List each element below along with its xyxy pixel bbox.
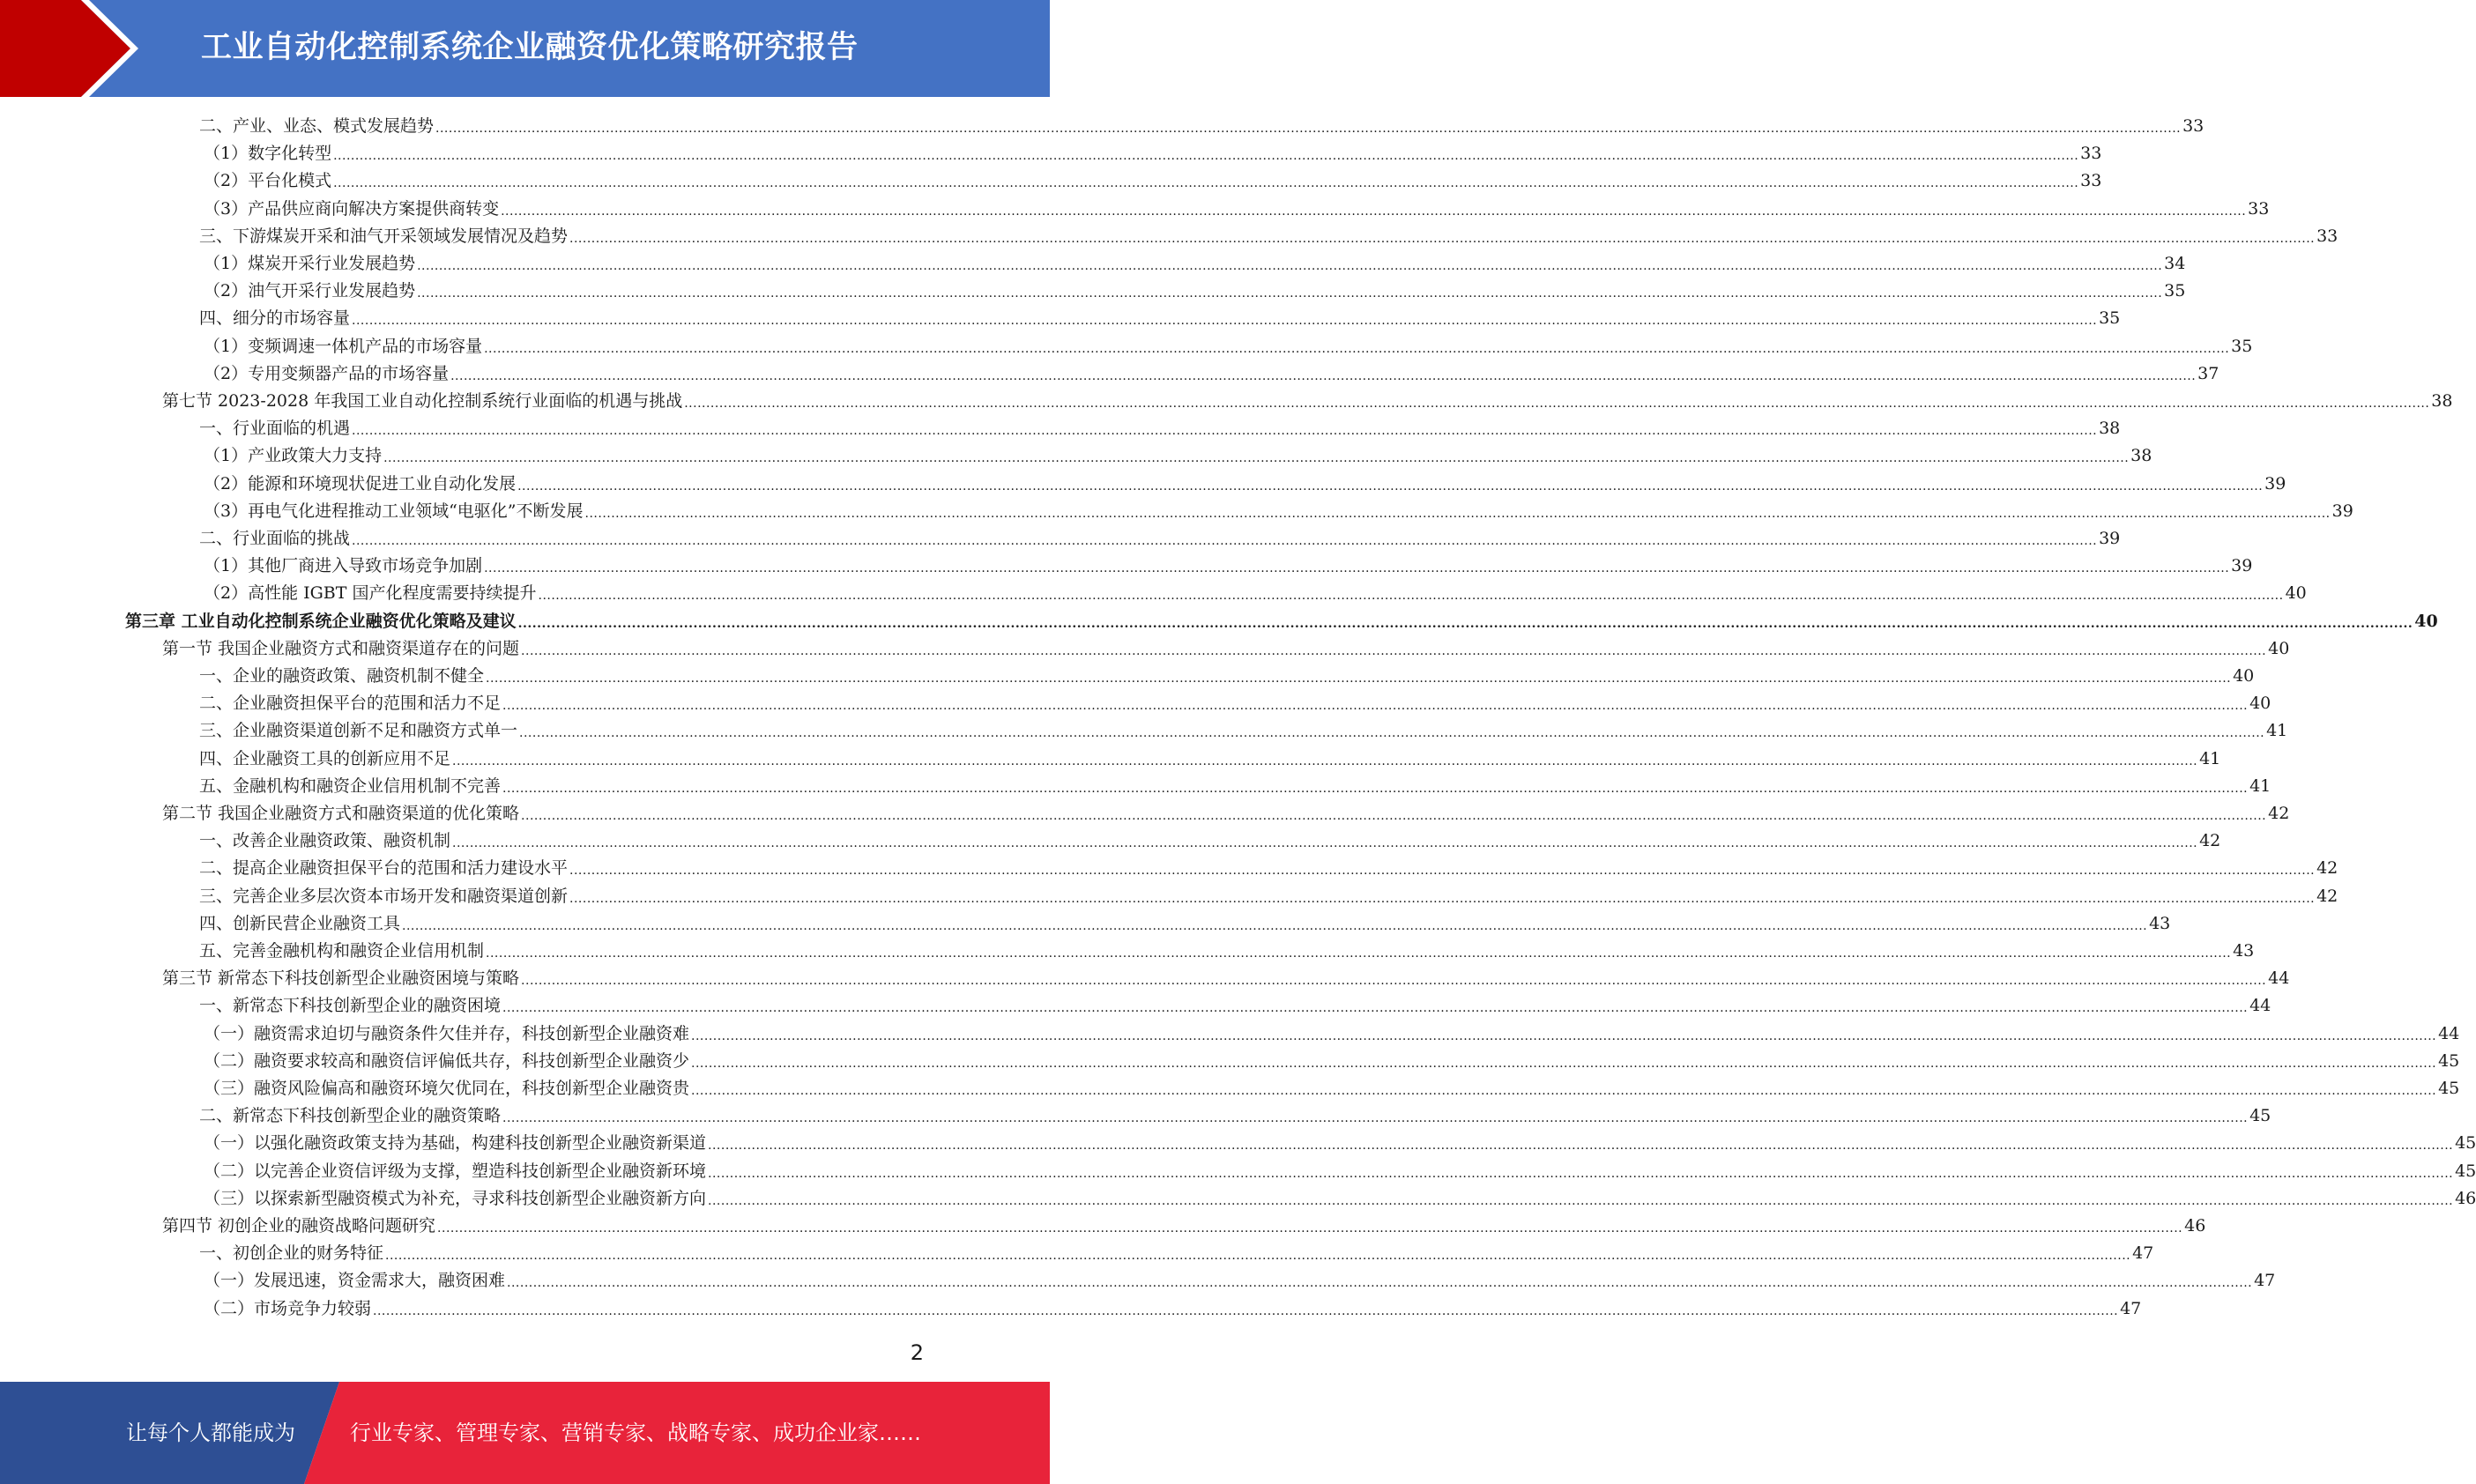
toc-dot-leader: ................................................................................................................................................................................................................................................................................................................................................................................................................	[417, 286, 2163, 301]
toc-dot-leader: ................................................................................................................................................................................................................................................................................................................................................................................................................	[450, 368, 2197, 383]
toc-entry[interactable]	[199, 113, 2205, 140]
toc-entry-title: 一、初创企业的财务特征	[199, 1243, 384, 1264]
toc-entry-title: （2）油气开采行业发展趋势	[204, 281, 416, 301]
toc-dot-leader: ................................................................................................................................................................................................................................................................................................................................................................................................................	[502, 1001, 2249, 1016]
toc-entry-title: （2）能源和环境现状促进工业自动化发展	[204, 473, 517, 493]
toc-entry-title: 二、提高企业融资担保平台的范围和活力建设水平	[199, 858, 569, 879]
footer-slogan-left: 让每个人都能成为	[126, 1421, 295, 1445]
toc-dot-leader: ................................................................................................................................................................................................................................................................................................................................................................................................................	[691, 1084, 2437, 1098]
toc-entry-page: 41	[2266, 721, 2288, 741]
toc-entry-title: 一、新常态下科技创新型企业的融资困境	[199, 996, 502, 1016]
toc-entry[interactable]	[125, 608, 2438, 635]
toc-entry-title: 三、完善企业多层次资本市场开发和融资渠道创新	[199, 886, 569, 906]
toc-dot-leader: ................................................................................................................................................................................................................................................................................................................................................................................................................	[402, 918, 2148, 933]
header-title: 工业自动化控制系统企业融资优化策略研究报告	[201, 30, 859, 65]
toc-entry[interactable]	[204, 498, 2353, 525]
page-footer	[0, 1382, 1050, 1484]
toc-entry-title: （三）以探索新型融资模式为补充，寻求科技创新型企业融资新方向	[204, 1188, 707, 1208]
toc-entry-title: 一、改善企业融资政策、融资机制	[199, 831, 451, 851]
toc-entry-page: 41	[2199, 748, 2221, 768]
toc-entry-title: 一、企业的融资政策、融资机制不健全	[199, 666, 485, 686]
toc-entry[interactable]	[204, 1048, 2460, 1075]
toc-entry-title: （1）煤炭开采行业发展趋势	[204, 254, 416, 273]
toc-entry-page: 34	[2164, 254, 2186, 273]
toc-entry-page: 33	[2316, 226, 2338, 246]
toc-entry-page: 45	[2438, 1050, 2460, 1071]
toc-entry-title: 二、产业、业态、模式发展趋势	[199, 116, 435, 136]
toc-entry-page: 45	[2455, 1133, 2476, 1154]
toc-entry-page: 33	[2182, 116, 2205, 136]
page-number: 2	[910, 1340, 924, 1365]
toc-dot-leader: ................................................................................................................................................................................................................................................................................................................................................................................................................	[517, 616, 2413, 631]
toc-entry[interactable]	[162, 1213, 2206, 1240]
toc-entry[interactable]	[204, 1295, 2142, 1323]
toc-entry-title: （一）融资需求迫切与融资条件欠佳并存，科技创新型企业融资难	[204, 1023, 690, 1043]
toc-entry[interactable]	[204, 196, 2270, 223]
toc-dot-leader: ................................................................................................................................................................................................................................................................................................................................................................................................................	[569, 891, 2316, 906]
toc-entry-page: 45	[2455, 1161, 2476, 1181]
toc-entry-title: 第一节 我国企业融资方式和融资渠道存在的问题	[162, 638, 520, 658]
toc-entry-title: （2）高性能 IGBT 国产化程度需要持续提升	[204, 583, 537, 604]
toc-dot-leader: ................................................................................................................................................................................................................................................................................................................................................................................................................	[708, 1193, 2454, 1208]
toc-entry-title: 四、企业融资工具的创新应用不足	[199, 748, 451, 768]
toc-entry-page: 46	[2184, 1216, 2206, 1235]
toc-entry-page: 40	[2414, 611, 2438, 631]
toc-entry-page: 46	[2455, 1188, 2476, 1208]
toc-entry[interactable]	[199, 415, 2121, 442]
toc-entry-page: 47	[2120, 1298, 2142, 1318]
toc-entry-title: （2）专用变频器产品的市场容量	[204, 363, 450, 383]
toc-entry-title: （二）市场竞争力较弱	[204, 1298, 372, 1318]
toc-entry-page: 45	[2249, 1106, 2272, 1126]
toc-entry-title: 四、细分的市场容量	[199, 308, 351, 329]
toc-entry[interactable]	[162, 965, 2290, 992]
toc-dot-leader: ................................................................................................................................................................................................................................................................................................................................................................................................................	[333, 176, 2079, 191]
toc-entry-page: 44	[2249, 996, 2272, 1016]
toc-entry-title: （3）产品供应商向解决方案提供商转变	[204, 198, 500, 219]
toc-dot-leader: ................................................................................................................................................................................................................................................................................................................................................................................................................	[538, 589, 2284, 604]
toc-entry-title: 二、新常态下科技创新型企业的融资策略	[199, 1106, 502, 1126]
toc-entry[interactable]	[204, 580, 2307, 607]
toc-dot-leader: ................................................................................................................................................................................................................................................................................................................................................................................................................	[452, 753, 2198, 768]
toc-entry[interactable]	[199, 690, 2272, 717]
toc-entry[interactable]	[199, 223, 2338, 250]
toc-entry[interactable]	[204, 360, 2219, 388]
toc-entry-page: 38	[2130, 446, 2153, 466]
toc-dot-leader: ................................................................................................................................................................................................................................................................................................................................................................................................................	[684, 397, 2430, 411]
toc-entry[interactable]	[204, 471, 2286, 498]
toc-entry-title: 第二节 我国企业融资方式和融资渠道的优化策略	[162, 804, 520, 823]
toc-dot-leader: ................................................................................................................................................................................................................................................................................................................................................................................................................	[691, 1056, 2437, 1071]
toc-entry-page: 38	[2099, 419, 2121, 439]
toc-dot-leader: ................................................................................................................................................................................................................................................................................................................................................................................................................	[569, 864, 2316, 879]
toc-entry-page: 40	[2249, 694, 2272, 714]
toc-entry[interactable]	[199, 938, 2255, 965]
toc-entry-page: 42	[2316, 886, 2338, 906]
toc-entry-title: 第四节 初创企业的融资战略问题研究	[162, 1216, 436, 1235]
toc-dot-leader: ................................................................................................................................................................................................................................................................................................................................................................................................................	[333, 149, 2079, 164]
toc-entry[interactable]	[204, 1158, 2476, 1185]
toc-dot-leader: ................................................................................................................................................................................................................................................................................................................................................................................................................	[502, 781, 2249, 796]
toc-entry-title: 二、企业融资担保平台的范围和活力不足	[199, 694, 502, 714]
toc-entry[interactable]	[204, 333, 2253, 360]
toc-entry[interactable]	[199, 992, 2272, 1020]
toc-dot-leader: ................................................................................................................................................................................................................................................................................................................................................................................................................	[437, 1221, 2183, 1235]
toc-entry-page: 43	[2233, 941, 2255, 961]
toc-entry-page: 43	[2149, 913, 2171, 933]
toc-dot-leader: ................................................................................................................................................................................................................................................................................................................................................................................................................	[507, 1276, 2253, 1291]
toc-dot-leader: ................................................................................................................................................................................................................................................................................................................................................................................................................	[519, 726, 2265, 741]
toc-entry-page: 35	[2099, 308, 2121, 329]
toc-entry-page: 33	[2080, 171, 2102, 191]
toc-entry[interactable]	[199, 1240, 2154, 1267]
toc-dot-leader: ................................................................................................................................................................................................................................................................................................................................................................................................................	[521, 974, 2267, 989]
toc-entry-page: 44	[2438, 1023, 2460, 1043]
toc-entry-page: 33	[2080, 144, 2102, 164]
toc-entry-page: 39	[2099, 529, 2121, 548]
toc-entry[interactable]	[204, 278, 2186, 305]
toc-dot-leader: ................................................................................................................................................................................................................................................................................................................................................................................................................	[484, 341, 2230, 356]
toc-entry-title: （2）平台化模式	[204, 171, 332, 191]
toc-entry[interactable]	[199, 746, 2221, 773]
toc-entry-title: （1）产业政策大力支持	[204, 446, 383, 466]
toc-dot-leader: ................................................................................................................................................................................................................................................................................................................................................................................................................	[385, 1249, 2131, 1264]
toc-entry-title: 二、行业面临的挑战	[199, 529, 351, 548]
toc-entry[interactable]	[204, 1075, 2460, 1102]
toc-dot-leader: ................................................................................................................................................................................................................................................................................................................................................................................................................	[435, 122, 2182, 136]
toc-entry[interactable]	[199, 1102, 2272, 1130]
toc-dot-leader: ................................................................................................................................................................................................................................................................................................................................................................................................................	[502, 1111, 2249, 1126]
toc-entry-page: 42	[2316, 858, 2338, 879]
toc-entry[interactable]	[204, 140, 2102, 167]
toc-entry-title: （一）发展迅速，资金需求大，融资困难	[204, 1271, 506, 1291]
toc-entry-page: 47	[2132, 1243, 2154, 1264]
toc-entry-title: 五、金融机构和融资企业信用机制不完善	[199, 775, 502, 796]
toc-dot-leader: ................................................................................................................................................................................................................................................................................................................................................................................................................	[452, 836, 2198, 851]
toc-dot-leader: ................................................................................................................................................................................................................................................................................................................................................................................................................	[417, 259, 2163, 273]
toc-entry-page: 44	[2268, 968, 2290, 989]
toc-entry[interactable]	[204, 1130, 2476, 1157]
toc-entry[interactable]	[204, 1185, 2476, 1213]
toc-entry-title: 四、创新民营企业融资工具	[199, 913, 401, 933]
toc-entry-page: 47	[2254, 1271, 2276, 1291]
toc-dot-leader: ................................................................................................................................................................................................................................................................................................................................................................................................................	[501, 204, 2247, 219]
toc-entry-title: 第三章 工业自动化控制系统企业融资优化策略及建议	[125, 611, 517, 631]
toc-entry-page: 45	[2438, 1079, 2460, 1098]
toc-entry-page: 40	[2233, 666, 2255, 686]
toc-entry[interactable]	[162, 635, 2290, 663]
toc-entry-title: 第三节 新常态下科技创新型企业融资困境与策略	[162, 968, 520, 989]
toc-dot-leader: ................................................................................................................................................................................................................................................................................................................................................................................................................	[352, 534, 2098, 548]
toc-entry-title: 第七节 2023-2028 年我国工业自动化控制系统行业面临的机遇与挑战	[162, 391, 683, 411]
toc-entry-page: 40	[2268, 638, 2290, 658]
toc-entry-page: 33	[2248, 198, 2270, 219]
toc-entry-page: 42	[2199, 831, 2221, 851]
toc-entry-page: 42	[2268, 804, 2290, 823]
toc-entry-title: （一）以强化融资政策支持为基础，构建科技创新型企业融资新渠道	[204, 1133, 707, 1154]
toc-entry[interactable]	[204, 1020, 2460, 1048]
toc-entry-title: （三）融资风险偏高和融资环境欠优同在，科技创新型企业融资贵	[204, 1079, 690, 1098]
toc-entry[interactable]	[204, 250, 2186, 278]
toc-entry-page: 39	[2231, 556, 2253, 576]
toc-dot-leader: ................................................................................................................................................................................................................................................................................................................................................................................................................	[521, 809, 2267, 823]
toc-entry[interactable]	[199, 525, 2121, 553]
toc-entry[interactable]	[199, 883, 2338, 910]
toc-dot-leader: ................................................................................................................................................................................................................................................................................................................................................................................................................	[352, 424, 2098, 439]
toc-dot-leader: ................................................................................................................................................................................................................................................................................................................................................................................................................	[484, 561, 2230, 576]
toc-dot-leader: ................................................................................................................................................................................................................................................................................................................................................................................................................	[373, 1303, 2119, 1318]
toc-entry-page: 41	[2249, 775, 2272, 796]
toc-entry[interactable]	[204, 167, 2102, 195]
toc-entry[interactable]	[199, 305, 2121, 332]
toc-dot-leader: ................................................................................................................................................................................................................................................................................................................................................................................................................	[517, 479, 2264, 493]
toc-entry[interactable]	[199, 663, 2255, 690]
toc-entry[interactable]	[162, 388, 2453, 415]
toc-entry-page: 40	[2285, 583, 2307, 604]
toc-entry-title: （1）数字化转型	[204, 144, 332, 164]
toc-entry-title: （二）以完善企业资信评级为支撑，塑造科技创新型企业融资新环境	[204, 1161, 707, 1181]
toc-entry[interactable]	[199, 827, 2221, 855]
toc-dot-leader: ................................................................................................................................................................................................................................................................................................................................................................................................................	[569, 231, 2316, 246]
toc-entry[interactable]	[204, 553, 2253, 580]
toc-dot-leader: ................................................................................................................................................................................................................................................................................................................................................................................................................	[584, 506, 2331, 521]
toc-entry-title: 三、企业融资渠道创新不足和融资方式单一	[199, 721, 518, 741]
toc-entry[interactable]	[199, 855, 2338, 882]
toc-dot-leader: ................................................................................................................................................................................................................................................................................................................................................................................................................	[708, 1139, 2454, 1154]
toc-entry[interactable]	[199, 717, 2288, 745]
toc-entry-page: 35	[2231, 336, 2253, 356]
toc-entry-title: （1）其他厂商进入导致市场竞争加剧	[204, 556, 483, 576]
toc-dot-leader: ................................................................................................................................................................................................................................................................................................................................................................................................................	[486, 672, 2232, 686]
toc-entry-title: （二）融资要求较高和融资信评偏低共存，科技创新型企业融资少	[204, 1050, 690, 1071]
toc-entry[interactable]	[199, 773, 2272, 800]
toc-dot-leader: ................................................................................................................................................................................................................................................................................................................................................................................................................	[708, 1166, 2454, 1181]
toc-entry-page: 35	[2164, 281, 2186, 301]
toc-entry[interactable]	[204, 442, 2153, 470]
toc-dot-leader: ................................................................................................................................................................................................................................................................................................................................................................................................................	[486, 946, 2232, 961]
toc-dot-leader: ................................................................................................................................................................................................................................................................................................................................................................................................................	[691, 1028, 2437, 1043]
footer-slogan-right: 行业专家、管理专家、营销专家、战略专家、成功企业家……	[350, 1421, 921, 1445]
toc-entry-title: （1）变频调速一体机产品的市场容量	[204, 336, 483, 356]
page-header	[0, 0, 1050, 97]
toc-dot-leader: ................................................................................................................................................................................................................................................................................................................................................................................................................	[521, 643, 2267, 658]
toc-entry-page: 39	[2264, 473, 2286, 493]
toc-entry-title: 五、完善金融机构和融资企业信用机制	[199, 941, 485, 961]
toc-entry-page: 37	[2197, 363, 2219, 383]
toc-dot-leader: ................................................................................................................................................................................................................................................................................................................................................................................................................	[352, 314, 2098, 329]
toc-entry-title: 三、下游煤炭开采和油气开采领域发展情况及趋势	[199, 226, 569, 246]
toc-entry-page: 38	[2431, 391, 2453, 411]
toc-entry-title: （3）再电气化进程推动工业领域“电驱化”不断发展	[204, 501, 584, 521]
toc-entry-title: 一、行业面临的机遇	[199, 419, 351, 439]
toc-dot-leader: ................................................................................................................................................................................................................................................................................................................................................................................................................	[502, 699, 2249, 714]
toc-entry[interactable]	[199, 910, 2171, 938]
toc-entry[interactable]	[162, 800, 2290, 827]
toc-entry[interactable]	[204, 1267, 2276, 1295]
toc-dot-leader: ................................................................................................................................................................................................................................................................................................................................................................................................................	[383, 451, 2130, 466]
toc-entry-page: 39	[2331, 501, 2353, 521]
